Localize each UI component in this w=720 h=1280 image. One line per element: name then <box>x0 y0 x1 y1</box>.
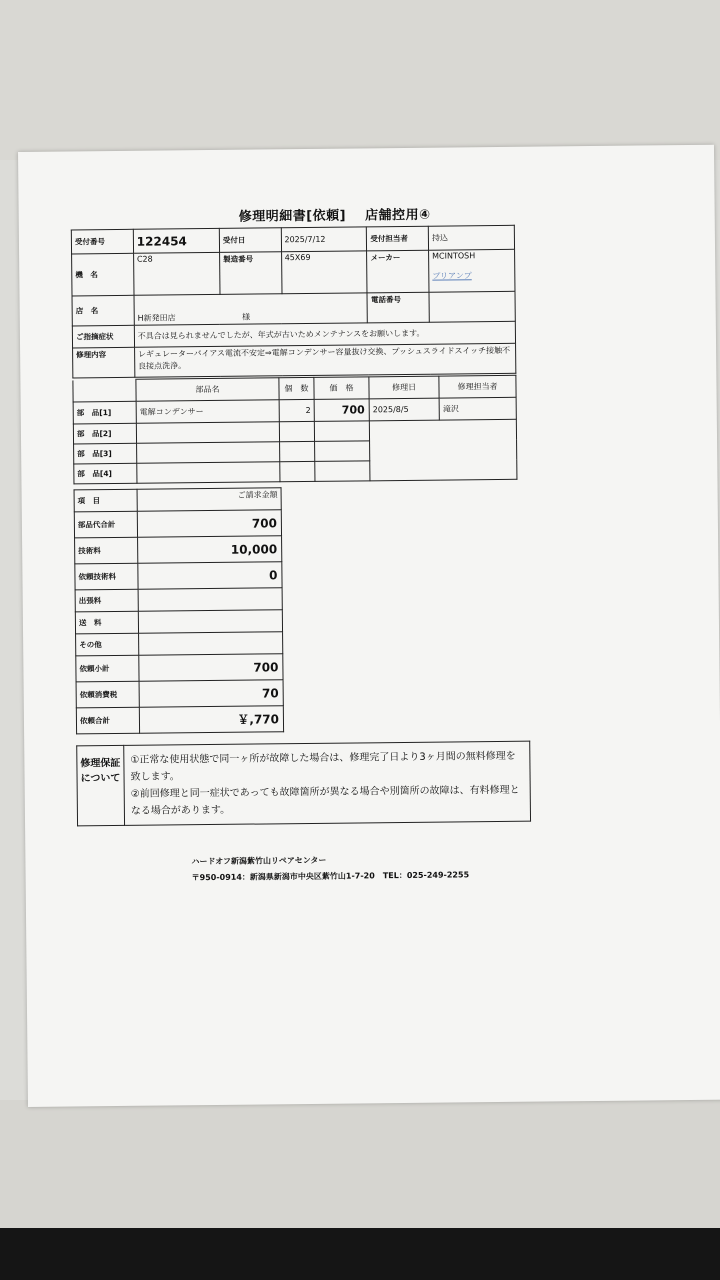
part-price <box>315 441 370 462</box>
serial: 45X69 <box>281 251 367 294</box>
symptom-label: ご指摘症状 <box>72 325 134 348</box>
warranty-label-line2: について <box>80 772 121 785</box>
maker-label: メーカー <box>367 250 429 293</box>
model-label: 機 名 <box>72 253 134 296</box>
phone-label: 電話番号 <box>367 292 429 323</box>
info-table <box>71 225 517 379</box>
total-row-value: 0 <box>138 562 282 590</box>
warranty-label-line1: 修理保証 <box>80 757 121 770</box>
total-row-label: その他 <box>76 633 139 656</box>
part-row-label: 部 品[1] <box>73 401 136 424</box>
warranty-text-1: ①正常な使用状態で同一ヶ所が故障した場合は、修理完了日より3ヶ月間の無料修理を致します。 <box>130 750 516 783</box>
total-row-value <box>138 610 282 634</box>
footer-company: ハードオフ新潟紫竹山リペアセンター <box>191 855 327 867</box>
total-row-value: 700 <box>137 510 281 538</box>
phone-value <box>429 291 515 322</box>
parts-header-price: 価 格 <box>314 377 369 400</box>
part-qty: 2 <box>279 399 314 421</box>
store-cell <box>134 293 368 325</box>
parts-header-qty: 個 数 <box>279 377 314 399</box>
part-name <box>137 442 280 463</box>
total-row-label: 依頼消費税 <box>76 681 139 708</box>
totals-item-label: 項 目 <box>74 489 137 512</box>
part-qty <box>280 461 315 481</box>
part-row-label: 部 品[2] <box>73 423 136 444</box>
totals-table <box>74 487 285 734</box>
part-name <box>137 462 280 483</box>
total-row-value: 10,000 <box>138 536 282 564</box>
symptom: 不具合は見られませんでしたが、年式が古いためメンテナンスをお願いします。 <box>134 321 515 347</box>
repair-staff: 滝沢 <box>439 397 516 420</box>
warranty-text <box>124 741 531 825</box>
title-sub: 店舗控用④ <box>365 207 431 224</box>
totals-amount-label: ご請求金額 <box>137 488 281 512</box>
model: C28 <box>133 252 220 295</box>
receiver: 持込 <box>428 225 514 250</box>
total-row-label: 依頼技術料 <box>75 563 138 590</box>
repair-label: 修理内容 <box>73 347 135 378</box>
store-name: H新発田店 <box>137 313 176 323</box>
part-qty <box>280 441 315 461</box>
total-row-value <box>139 632 283 656</box>
part-name: 電解コンデンサー <box>136 400 279 423</box>
part-name <box>136 422 279 443</box>
parts-header-date: 修理日 <box>369 376 439 399</box>
title-main: 修理明細書[依頼] <box>238 208 347 225</box>
serial-label: 製造番号 <box>220 252 282 295</box>
receiver-label: 受付担当者 <box>367 226 429 251</box>
repair-details: レギュレーターバイアス電流不安定⇒電解コンデンサー容量抜け交換、プッシュスライドスイッチ接触不良接点洗浄。 <box>134 343 515 377</box>
warranty-box <box>76 741 531 827</box>
part-row-label: 部 品[4] <box>74 463 137 484</box>
parts-header-blank <box>73 379 136 402</box>
footer-address: 〒950-0914：新潟県新潟市中央区紫竹山1-7-20 TEL：025-249-2255 <box>191 870 470 883</box>
part-qty <box>279 421 314 441</box>
desk-background <box>0 0 720 160</box>
honorific: 様 <box>242 312 251 322</box>
parts-header-staff: 修理担当者 <box>439 375 516 398</box>
total-row-label: 依頼合計 <box>76 707 139 734</box>
store-label: 店 名 <box>72 295 134 326</box>
parts-notes-area <box>369 419 517 481</box>
receipt-no-label: 受付番号 <box>71 229 133 254</box>
total-row-value: 700 <box>139 654 283 682</box>
repair-document <box>18 145 720 1107</box>
maker: MCINTOSH <box>432 251 476 261</box>
warranty-text-2: ②前回修理と同一症状であっても故障箇所が異なる場合や別箇所の故障は、有料修理となる場合があります。 <box>130 784 520 817</box>
receipt-date: 2025/7/12 <box>281 227 367 252</box>
part-price <box>314 421 369 442</box>
category-link[interactable]: プリアンプ <box>432 271 472 281</box>
total-row-label: 依頼小計 <box>76 655 139 682</box>
maker-cell <box>429 249 515 292</box>
total-row-label: 部品代合計 <box>74 511 137 538</box>
part-price <box>315 461 370 482</box>
total-row-label: 出張料 <box>75 589 138 612</box>
part-row-label: 部 品[3] <box>74 443 137 464</box>
total-row-label: 送 料 <box>75 611 138 634</box>
dark-edge <box>0 1228 720 1280</box>
document-title <box>239 204 445 225</box>
receipt-no: 122454 <box>133 228 219 253</box>
total-row-value: 70 <box>139 680 283 708</box>
warranty-label <box>77 745 125 825</box>
total-row-value <box>138 588 282 612</box>
receipt-date-label: 受付日 <box>219 228 281 253</box>
part-price: 700 <box>314 399 369 422</box>
parts-header-name: 部品名 <box>136 378 279 401</box>
total-row-label: 技術料 <box>75 537 138 564</box>
repair-date: 2025/8/5 <box>369 398 439 421</box>
grand-total-value: ￥,770 <box>139 706 283 734</box>
parts-table <box>72 375 517 485</box>
